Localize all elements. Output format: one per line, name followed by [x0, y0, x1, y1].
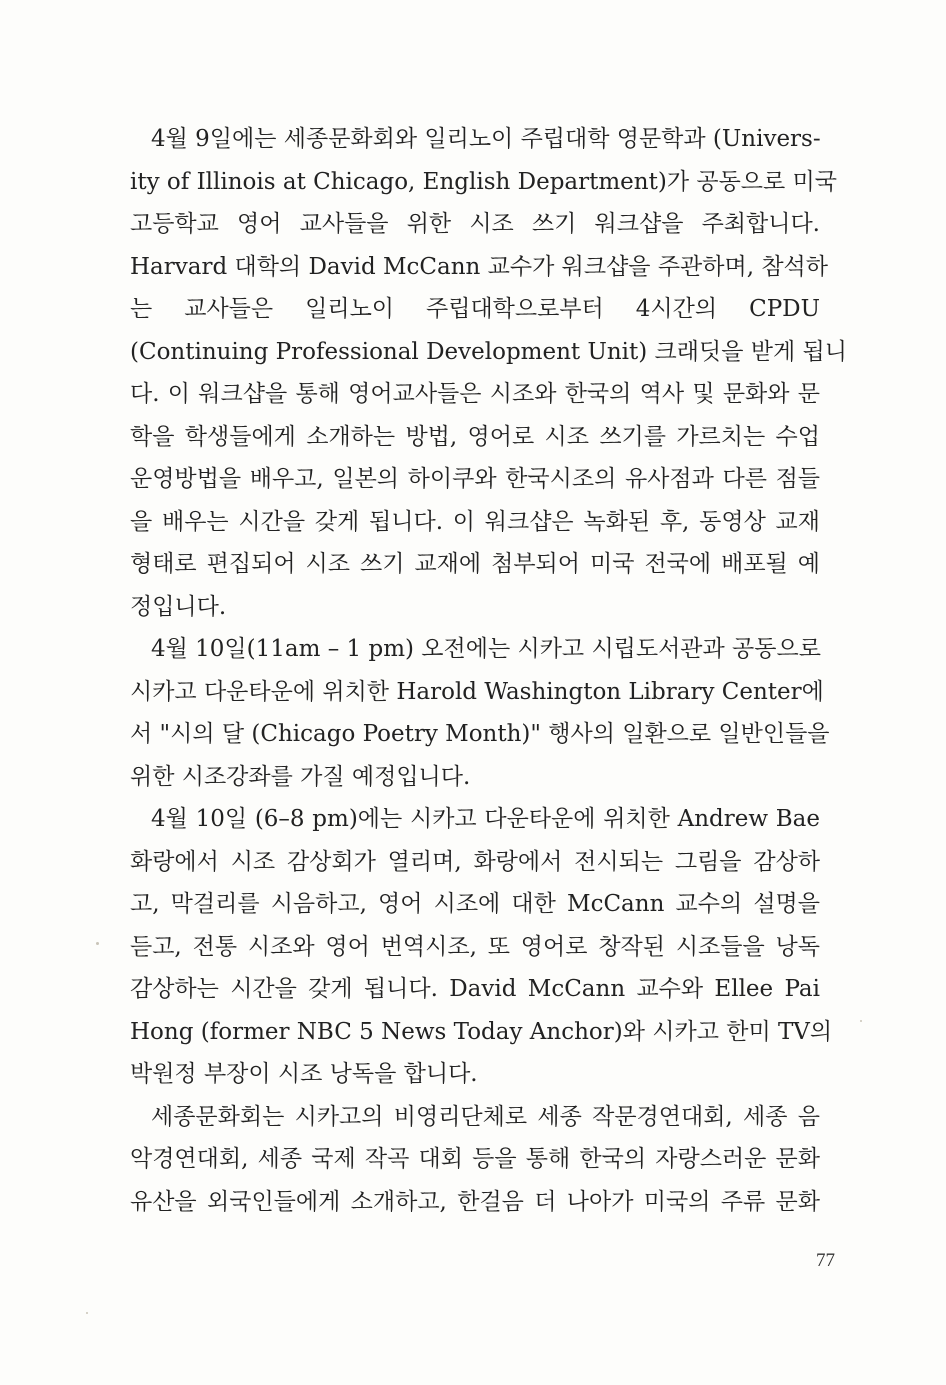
paper-speck — [96, 942, 99, 945]
text-line: 세종문화회는 시카고의 비영리단체로 세종 작문경연대회, 세종 음 — [151, 1103, 820, 1130]
text-line: 서 "시의 달 (Chicago Poetry Month)" 행사의 일환으로 일반인들을 — [130, 721, 830, 747]
text-line: 4월 10일(11am – 1 pm) 오전에는 시카고 시립도서관과 공동으로 — [151, 636, 821, 662]
paragraph-gallery-event — [130, 798, 833, 1096]
paragraph-sejong-society — [130, 1096, 820, 1224]
text-line: 박원정 부장이 시조 낭독을 합니다. — [130, 1061, 478, 1087]
text-line: 4월 9일에는 세종문화회와 일리노이 주립대학 영문학과 (Univers- — [151, 126, 821, 152]
text-line: 악경연대회, 세종 국제 작곡 대회 등을 통해 한국의 자랑스러운 문화 — [130, 1146, 820, 1172]
text-line: 감상하는 시간을 갖게 됩니다. David McCann 교수와 Ellee Pai — [130, 976, 820, 1002]
text-line: 을 배우는 시간을 갖게 됩니다. 이 워크샵은 녹화된 후, 동영상 교재 — [130, 508, 820, 535]
paragraph-workshop — [130, 118, 847, 628]
paragraph-library-lecture — [130, 628, 830, 798]
text-line: 고등학교 영어 교사들을 위한 시조 쓰기 워크샵을 주최합니다. — [130, 211, 820, 237]
text-line: 형태로 편집되어 시조 쓰기 교재에 첨부되어 미국 전국에 배포될 예 — [130, 551, 820, 577]
text-line: Hong (former NBC 5 News Today Anchor)와 시카고 한미 TV의 — [130, 1018, 833, 1045]
text-line: 위한 시조강좌를 가질 예정입니다. — [130, 763, 471, 790]
text-line: ity of Illinois at Chicago, English Department)가 공동으로 미국 — [130, 168, 837, 195]
text-line: (Continuing Professional Development Unit) 크래딧을 받게 됩니 — [130, 338, 847, 365]
text-line: 다. 이 워크샵을 통해 영어교사들은 시조와 한국의 역사 및 문화와 문 — [130, 381, 820, 407]
text-line: 학을 학생들에게 소개하는 방법, 영어로 시조 쓰기를 가르치는 수업 — [130, 423, 820, 450]
page-number: 77 — [816, 1250, 835, 1271]
text-line: 고, 막걸리를 시음하고, 영어 시조에 대한 McCann 교수의 설명을 — [130, 891, 820, 917]
text-line: 4월 10일 (6–8 pm)에는 시카고 다운타운에 위치한 Andrew Bae — [151, 806, 820, 832]
paper-speck — [860, 1020, 862, 1022]
body-text — [130, 118, 847, 1223]
text-line: 화랑에서 시조 감상회가 열리며, 화랑에서 전시되는 그림을 감상하 — [130, 848, 820, 875]
text-line: 정입니다. — [130, 593, 227, 620]
text-line: 유산을 외국인들에게 소개하고, 한걸음 더 나아가 미국의 주류 문화 — [130, 1188, 820, 1215]
text-line: 시카고 다운타운에 위치한 Harold Washington Library Center에 — [130, 678, 824, 705]
text-line: Harvard 대학의 David McCann 교수가 워크샵을 주관하며, 참석하 — [130, 253, 828, 280]
text-line: 듣고, 전통 시조와 영어 번역시조, 또 영어로 창작된 시조들을 낭독 — [130, 933, 820, 960]
text-line: 는 교사들은 일리노이 주립대학으로부터 4시간의 CPDU — [130, 296, 820, 322]
paper-speck — [86, 1312, 88, 1314]
text-line: 운영방법을 배우고, 일본의 하이쿠와 한국시조의 유사점과 다른 점들 — [130, 466, 820, 492]
